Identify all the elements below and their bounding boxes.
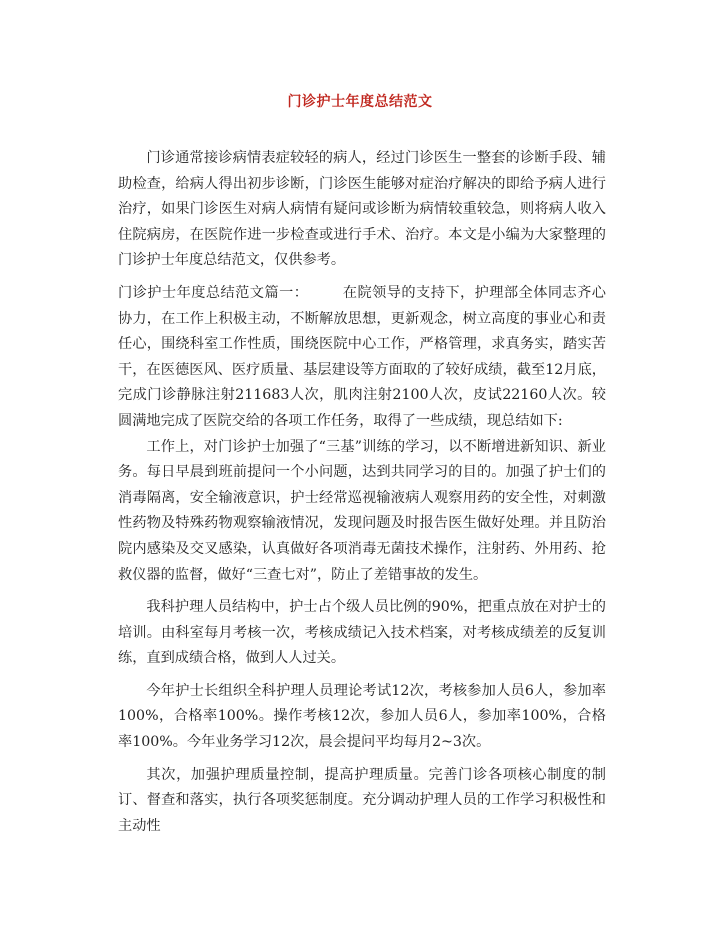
document-body: [118, 146, 606, 846]
intro-paragraph: 门诊通常接诊病情表症较轻的病人，经过门诊医生一整套的诊断手段、辅助检查，给病人得出初步诊断，门诊医生能够对症治疗解决的即给予病人进行治疗，如果门诊医生对病人病情有疑问或诊断为病情较重较急，则将病人收入住院病房，在医院作进一步检查或进行手术、治疗。本文是小编为大家整理的门诊护士年度总结范文，仅供参考。: [118, 150, 606, 269]
body-paragraph-training: 工作上，对门诊护士加强了“三基”训练的学习，以不断增进新知识、新业务。每日早晨到班前提问一个小问题，达到共同学习的目的。加强了护士们的消毒隔离，安全输液意识，护士经常巡视输液病人观察用药的安全性，对刺激性药物及特殊药物观察输液情况，发现问题及时报告医生做好处理。并且防治院内感染及交叉感染，认真做好各项消毒无菌技术操作，注射药、外用药、抢救仪器的监督，做好“三查七对”，防止了差错事故的发生。: [118, 438, 606, 583]
body-paragraph-structure: 我科护理人员结构中，护士占个级人员比例的90%，把重点放在对护士的培训。由科室每月考核一次，考核成绩记入技术档案，对考核成绩差的反复训练，直到成绩合格，做到人人过关。: [118, 599, 606, 667]
body-paragraph-exams: 今年护士长组织全科护理人员理论考试12次，考核参加人员6人，参加率100%，合格率100%。操作考核12次，参加人员6人，参加率100%，合格率100%。今年业务学习12次，晨会提问平均每月2~3次。: [118, 682, 606, 751]
section-heading: 门诊护士年度总结范文篇一：: [118, 284, 309, 301]
section-lead-paragraph: [118, 281, 606, 435]
section-lead-text: 在院领导的支持下，护理部全体同志齐心协力，在工作上积极主动，不断解放思想，更新观念，树立高度的事业心和责任心，围绕科室工作性质，围绕医院中心工作，严格管理，求真务实，踏实苦干，在医德医风、医疗质量、基层建设等方面取的了较好成绩，截至12月底，完成门诊静脉注射211683人次，肌肉注射2100人次，皮试22160人次。较圆满地完成了医院交给的各项工作任务，取得了一些成绩，现总结如下:: [118, 284, 606, 429]
body-paragraph-quality: 其次，加强护理质量控制，提高护理质量。完善门诊各项核心制度的制订、督查和落实，执行各项奖惩制度。充分调动护理人员的工作学习积极性和主动性: [118, 766, 606, 834]
document-title: 门诊护士年度总结范文: [287, 94, 433, 110]
